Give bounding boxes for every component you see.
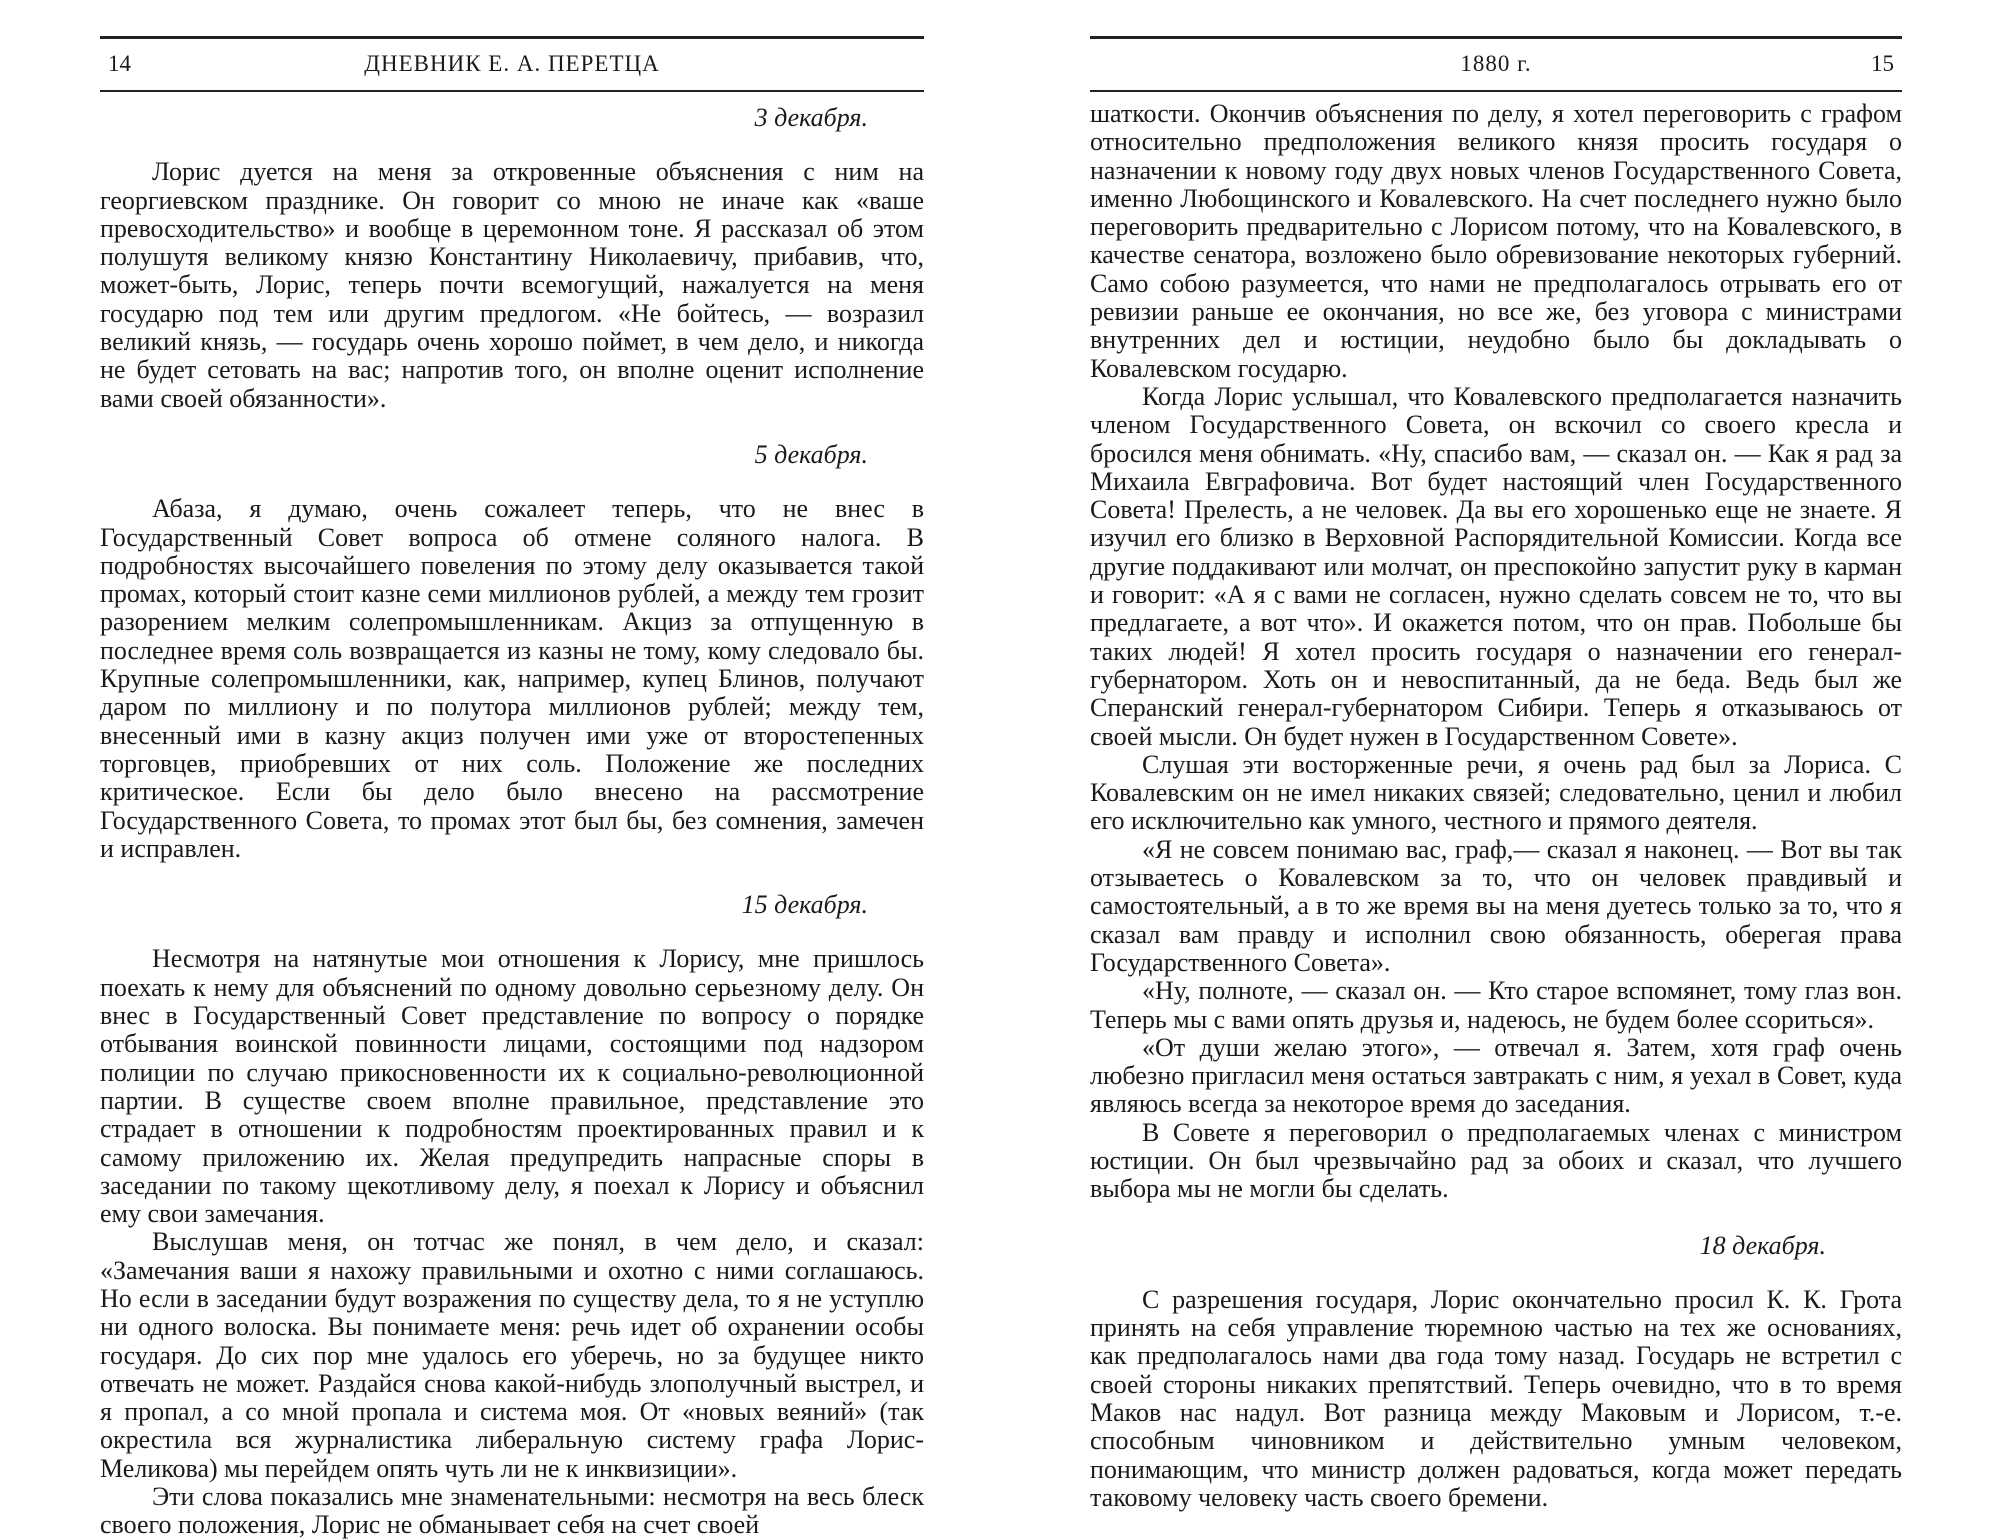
- left-running-head: [100, 36, 924, 92]
- paragraph: Эти слова показались мне знаменательными: несмотря на весь блеск своего положения, Лорис не обманывает себя на счет своей: [100, 1482, 924, 1540]
- entry-date-dec-18: 18 декабря.: [1699, 1230, 1826, 1260]
- left-page: [100, 36, 924, 1540]
- right-running-title: 1880 г.: [1460, 51, 1532, 76]
- paragraph: Несмотря на натянутые мои отношения к Лорису, мне пришлось поехать к нему для объяснений по одному довольно серьезному делу. Он внес в Государственный Совет представление по вопросу о порядке отбывания воинской повинности лицами, состоящими под надзором полиции по случаю прикосновенности их к социально-революционной партии. В существе своем вполне правильное, представление это страдает в отношении к подробностям проектированных правил и к самому приложению их. Желая предупредить напрасные споры в заседании по такому щекотливому делу, я поехал к Лорису и объяснил ему свои замечания.: [100, 944, 924, 1229]
- paragraph: «Ну, полноте, — сказал он. — Кто старое вспомянет, тому глаз вон. Теперь мы с вами опять друзья и, надеюсь, не будем более ссориться».: [1090, 976, 1902, 1034]
- right-body-text: [1090, 100, 1902, 1512]
- paragraph: Выслушав меня, он тотчас же понял, в чем дело, и сказал: «Замечания ваши я нахожу правильными и охотно с ними соглашаюсь. Но если в заседании будут возражения по существу дела, то я не уступлю ни одного волоска. Вы понимаете меня: речь идет об охранении особы государя. До сих пор мне удалось его уберечь, но за будущее никто отвечать не может. Раздайся снова какой-нибудь злополучный выстрел, и я пропал, а со мной пропала и система моя. От «новых веяний» (так окрестила вся журналистика либеральную систему графа Лорис-Меликова) мы перейдем опять чуть ли не к инквизиции».: [100, 1227, 924, 1483]
- continued-paragraph: шаткости. Окончив объяснения по делу, я хотел переговорить с графом относительно предположения великого князя просить государя о назначении к новому году двух новых членов Государственного Совета, именно Любощинского и Ковалевского. На счет последнего нужно было переговорить предварительно с Лорисом потому, что на Ковалевского, в качестве сенатора, возложено было обревизование некоторых губерний. Само собою разумеется, что нами не предполагалось отрывать его от ревизии раньше ее окончания, но все же, без уговора с министрами внутренних дел и юстиции, неудобно было бы докладывать о Ковалевском государю.: [1090, 99, 1902, 383]
- paragraph: Абаза, я думаю, очень сожалеет теперь, что не внес в Государственный Совет вопроса об отмене соляного налога. В подробностях высочайшего повеления по этому делу оказывается такой промах, который стоит казне семи миллионов рублей, а между тем грозит разорением мелким солепромышленникам. Акциз за отпущенную в последнее время соль возвращается из казны не тому, кому следовало бы. Крупные солепромышленники, как, например, купец Блинов, получают даром по миллиону и по полутора миллионов рублей; между тем, внесенный ими в казну акциз получен ими уже от второстепенных торговцев, приобревших от них соль. Положение же последних критическое. Если бы дело было внесено на рассмотрение Государственного Совета, то промах этот был бы, без сомнения, замечен и исправлен.: [100, 494, 924, 863]
- left-body-text: [100, 104, 924, 1540]
- right-running-head: [1090, 36, 1902, 92]
- paragraph: С разрешения государя, Лорис окончательно просил К. К. Грота принять на себя управление тюремною частью на тех же основаниях, как предполагалось нами два года тому назад. Государь не встретил с своей стороны никаких препятствий. Теперь очевидно, что в то время Маков нас надул. Вот разница между Маковым и Лорисом, т.-е. способным чиновником и действительно умным человеком, понимающим, что министр должен радоваться, когда может передать таковому человеку часть своего бремени.: [1090, 1284, 1902, 1512]
- right-page-number: 15: [1871, 51, 1894, 76]
- paragraph: Когда Лорис услышал, что Ковалевского предполагается назначить членом Государственного Совета, он вскочил со своего кресла и бросился меня обнимать. «Ну, спасибо вам, — сказал он. — Как я рад за Михаила Евграфовича. Вот будет настоящий член Государственного Совета! Прелесть, а не человек. Да вы его хорошенько еще не знаете. Я изучил его близко в Верховной Распорядительной Комиссии. Когда все другие поддакивают или молчат, он преспокойно запустит руку в карман и говорит: «А я с вами не согласен, нужно сделать совсем не то, что вы предлагаете, а вот что». И окажется потом, что он прав. Побольше бы таких людей! Я хотел просить государя о назначении его генерал-губернатором. Хоть он и невоспитанный, да не беда. Ведь был же Сперанский генерал-губернатором Сибири. Теперь я отказываюсь от своей мысли. Он будет нужен в Государственном Совете».: [1090, 381, 1902, 751]
- entry-date-dec-15: 15 декабря.: [741, 890, 868, 920]
- paragraph: В Совете я переговорил о предполагаемых членах с министром юстиции. Он был чрезвычайно рад за обоих и сказал, что лучшего выбора мы не могли бы сделать.: [1090, 1117, 1902, 1204]
- paragraph: Слушая эти восторженные речи, я очень рад был за Лориса. С Ковалевским он не имел никаких связей; следовательно, ценил и любил его исключительно как умного, честного и прямого деятеля.: [1090, 749, 1902, 836]
- left-page-number: 14: [108, 51, 131, 76]
- paragraph: «От души желаю этого», — отвечал я. Затем, хотя граф очень любезно пригласил меня остаться завтракать с ним, я уехал в Совет, куда являюсь всегда за некоторое время до заседания.: [1090, 1032, 1902, 1119]
- right-page: [1090, 36, 1902, 1512]
- paragraph: Лорис дуется на меня за откровенные объяснения с ним на георгиевском празднике. Он говорит со мною не иначе как «ваше превосходительство» и вообще в церемонном тоне. Я рассказал об этом полушутя великому князю Константину Николаевичу, прибавив, что, может-быть, Лорис, теперь почти всемогущий, нажалуется на меня государю под тем или другим предлогом. «Не бойтесь, — возразил великий князь, — государь очень хорошо поймет, в чем дело, и никогда не будет сетовать на вас; напротив того, он вполне оценит исполнение вами своей обязанности».: [100, 157, 924, 413]
- paragraph: «Я не совсем понимаю вас, граф,— сказал я наконец. — Вот вы так отзываетесь о Ковалевском за то, что он человек правдивый и самостоятельный, а в то же время вы на меня дуетесь только за то, что я сказал вам правду и исполнил свою обязанность, оберегая права Государственного Совета».: [1090, 834, 1902, 977]
- entry-date-dec-3: 3 декабря.: [754, 103, 868, 132]
- entry-date-dec-5: 5 декабря.: [754, 439, 868, 469]
- left-running-title: ДНЕВНИК Е. А. ПЕРЕТЦА: [364, 51, 660, 76]
